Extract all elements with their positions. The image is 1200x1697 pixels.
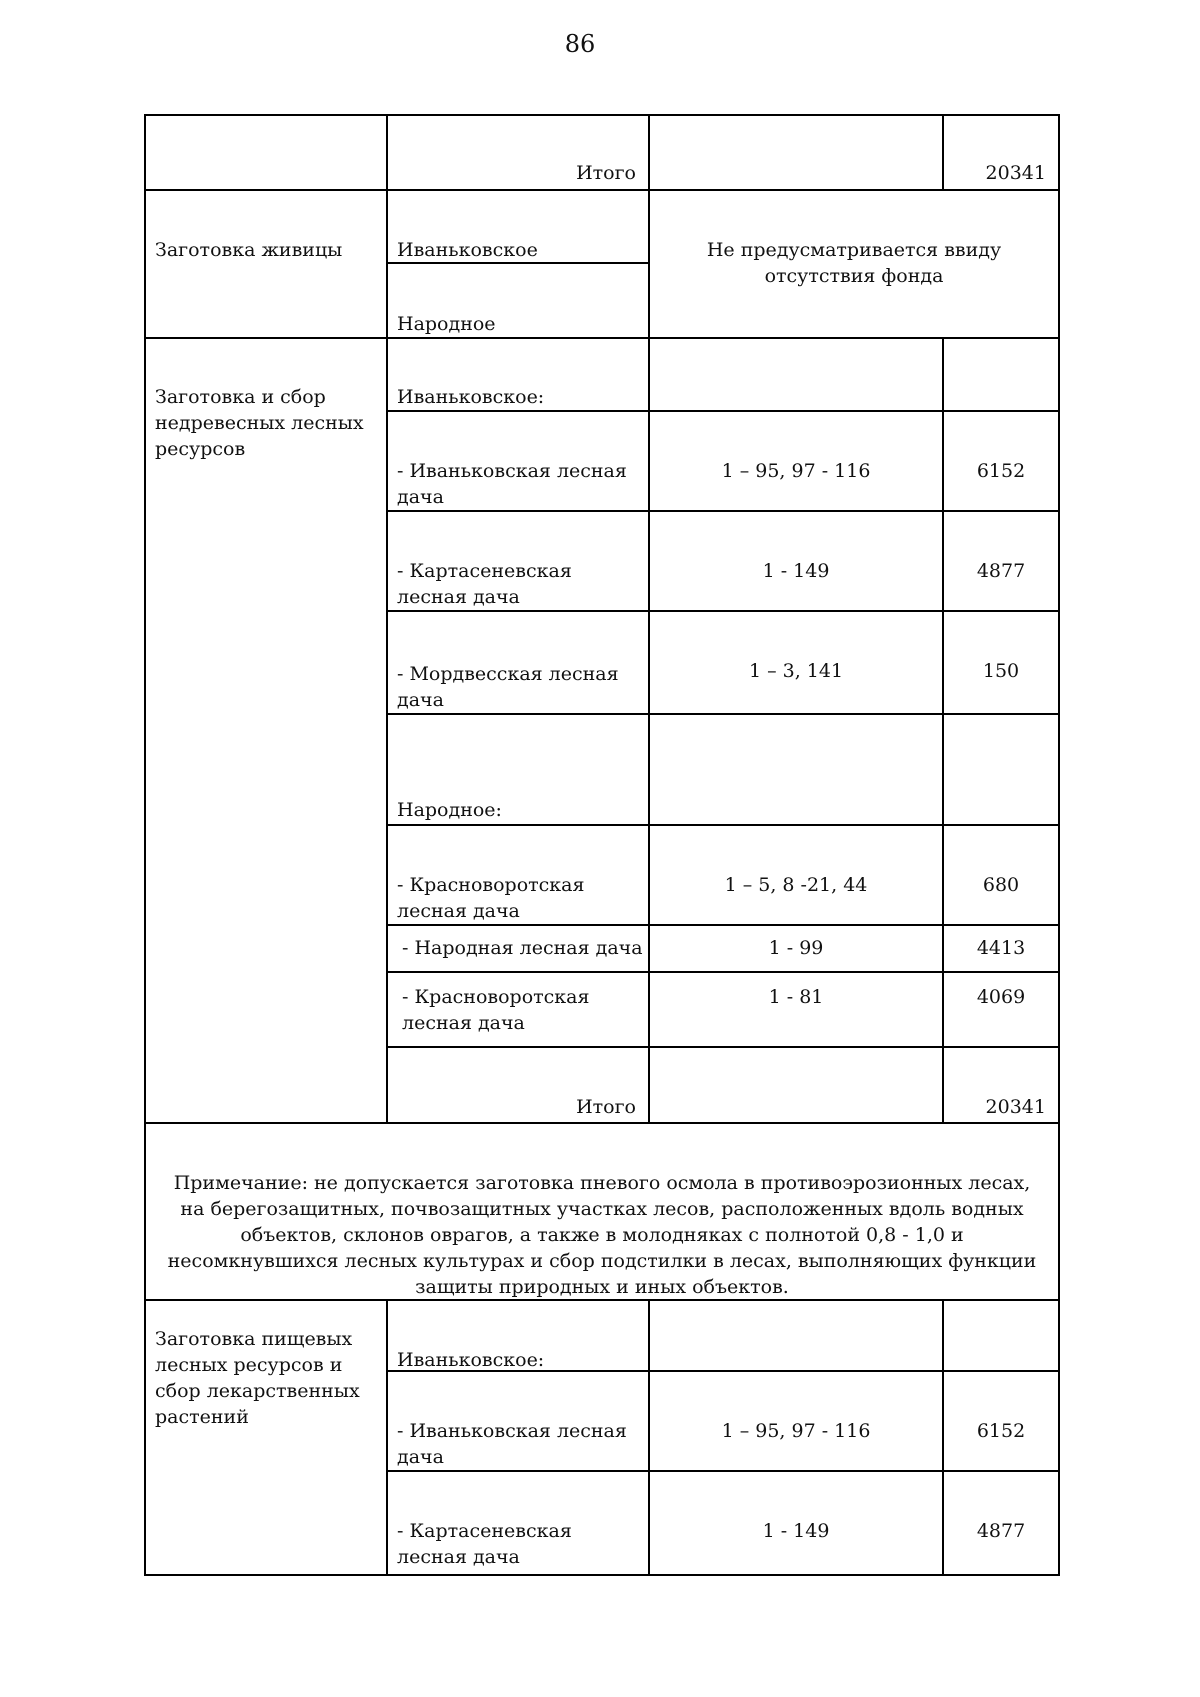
nonwood-row-name: - Красноворотская лесная дача (397, 874, 585, 922)
nonwood-total-value: 20341 (985, 1096, 1046, 1118)
nonwood-row-quarters: 1 - 99 (768, 937, 824, 959)
nonwood-row-area: 150 (982, 660, 1020, 682)
nonwood-row-area: 4413 (976, 937, 1026, 959)
resin-activity: Заготовка живицы (155, 239, 343, 261)
resin-note: Не предусматривается ввиду отсутствия фонда (706, 239, 1002, 287)
nonwood-row-quarters: 1 - 149 (762, 560, 830, 582)
food-row-quarters: 1 – 95, 97 - 116 (721, 1420, 871, 1442)
food-activity: Заготовка пищевых лесных ресурсов и сбор лекарственных растений (155, 1328, 360, 1428)
nonwood-district-2: Народное: (397, 799, 502, 821)
food-row-quarters: 1 - 149 (762, 1520, 830, 1542)
nonwood-row-name: - Иваньковская лесная дача (397, 460, 627, 508)
nonwood-row-quarters: 1 – 95, 97 - 116 (721, 460, 871, 482)
note-text: Примечание: не допускается заготовка пневого осмола в противоэрозионных лесах, на берегозащитных, почвозащитных участках лесов, расположенных вдоль водных объектов, склонов оврагов, а также в молодняках с полнотой 0,8 - 1,0 и несомкнувшихся лесных культурах и сбор подстилки в лесах, выполняющих функции защиты природных и иных объектов. (167, 1172, 1037, 1298)
nonwood-activity: Заготовка и сбор недревесных лесных ресурсов (155, 386, 364, 460)
food-row-name: - Иваньковская лесная дача (397, 1420, 627, 1468)
food-row-area: 6152 (976, 1420, 1026, 1442)
resin-district-1: Иваньковское (397, 239, 538, 261)
nonwood-row-name: - Картасеневская лесная дача (397, 560, 572, 608)
nonwood-row-name: - Народная лесная дача (402, 937, 643, 959)
nonwood-row-quarters: 1 – 5, 8 -21, 44 (724, 874, 868, 896)
top-total-value: 20341 (985, 162, 1046, 184)
food-row-area: 4877 (976, 1520, 1026, 1542)
top-total-label: Итого (576, 162, 636, 184)
nonwood-district-1: Иваньковское: (397, 386, 545, 408)
resin-district-2: Народное (397, 313, 496, 335)
nonwood-row-quarters: 1 – 3, 141 (748, 660, 844, 682)
nonwood-row-name: - Красноворотская лесная дача (402, 986, 590, 1034)
nonwood-row-quarters: 1 - 81 (768, 986, 824, 1008)
page-number: 86 (564, 30, 596, 58)
nonwood-row-area: 4069 (976, 986, 1026, 1008)
nonwood-row-area: 680 (982, 874, 1020, 896)
nonwood-row-name: - Мордвесская лесная дача (397, 663, 619, 711)
food-district-1: Иваньковское: (397, 1349, 545, 1371)
nonwood-total-label: Итого (576, 1096, 636, 1118)
food-row-name: - Картасеневская лесная дача (397, 1520, 572, 1568)
nonwood-row-area: 4877 (976, 560, 1026, 582)
nonwood-row-area: 6152 (976, 460, 1026, 482)
